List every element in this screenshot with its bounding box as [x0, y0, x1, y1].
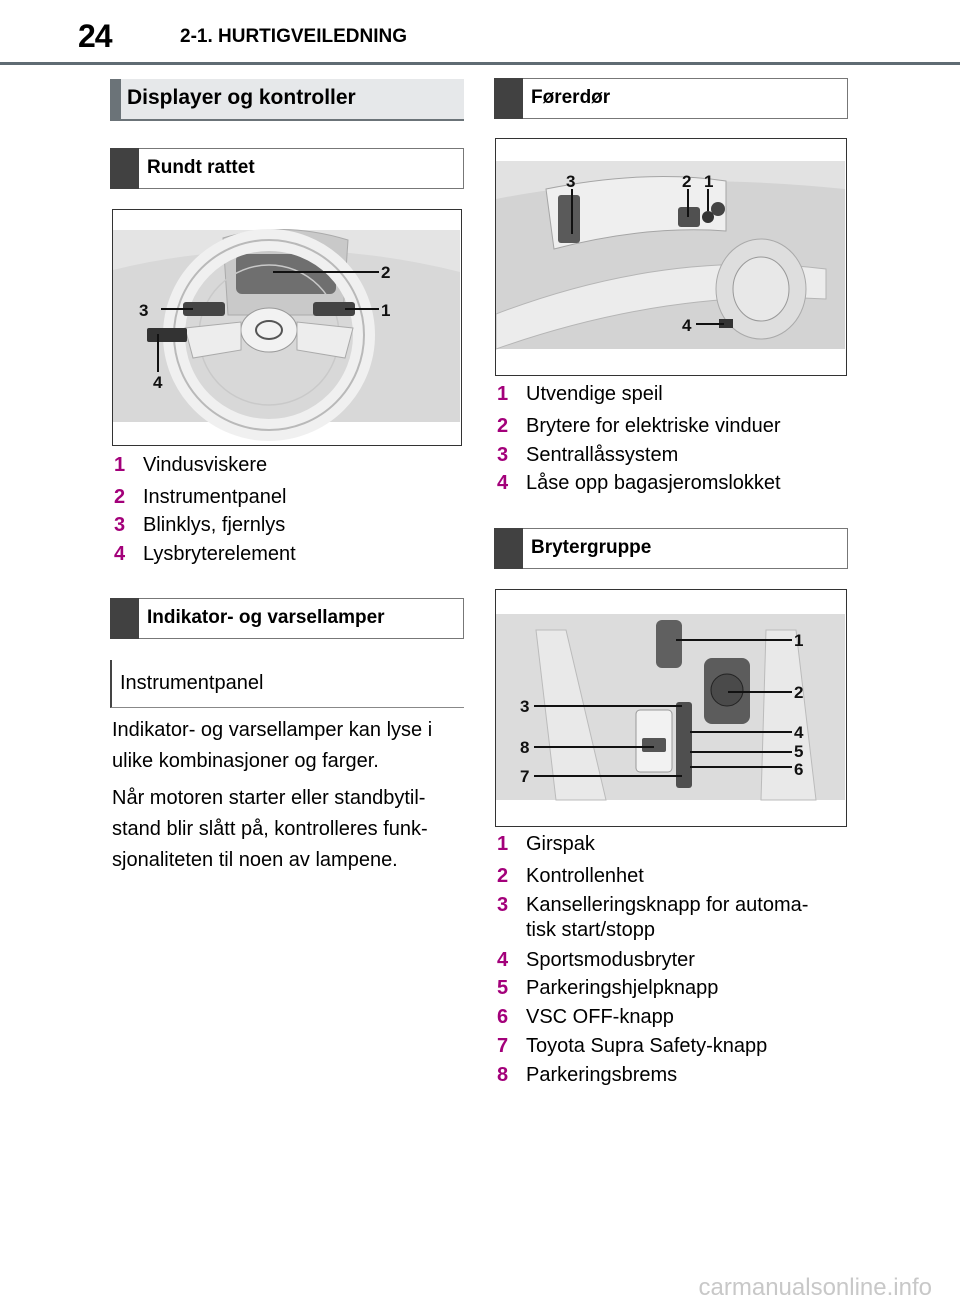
subsection-bar [110, 148, 139, 189]
section-displays-controls [110, 79, 464, 121]
callout-3: 3 [520, 697, 530, 716]
callout-1: 1 [704, 172, 714, 191]
subsection-bar [494, 78, 523, 119]
callout-2: 2 [794, 683, 804, 702]
header-divider [0, 62, 960, 65]
section-title: Displayer og kontroller [127, 86, 356, 109]
section-bar [110, 79, 121, 119]
steering-wheel-illustration [113, 210, 460, 444]
callout-5: 5 [794, 742, 804, 761]
callout-2: 2 [682, 172, 692, 191]
callout-2: 2 [381, 263, 391, 282]
subsection-switch-group [494, 528, 848, 569]
chapter-title: 2-1. HURTIGVEILEDNING [180, 26, 407, 47]
callout-4: 4 [153, 373, 163, 392]
subsection-bar [494, 528, 523, 569]
page-number: 24 [78, 18, 112, 54]
subsection-title: Førerdør [531, 87, 611, 108]
subsection-steering [110, 148, 464, 189]
subsection-indicators [110, 598, 464, 639]
subsection-title: Indikator- og varsellamper [147, 607, 385, 628]
subheading-instrument-panel: Instrumentpanel [110, 660, 464, 708]
subsection-title: Rundt rattet [147, 157, 255, 178]
driver-door-figure [495, 138, 847, 376]
switch-group-illustration [496, 590, 845, 825]
callout-6: 6 [794, 760, 804, 779]
switch-group-figure [495, 589, 847, 827]
callout-3: 3 [566, 172, 576, 191]
watermark: carmanualsonline.info [698, 1274, 932, 1301]
subsection-title: Brytergruppe [531, 537, 652, 558]
callout-1: 1 [794, 631, 804, 650]
callout-7: 7 [520, 767, 530, 786]
steering-wheel-figure [112, 209, 462, 446]
paragraph: Indikator- og varsellamper kan lyse i ulike kombinasjoner og farger. [112, 719, 433, 772]
callout-3: 3 [139, 301, 149, 320]
callout-4: 4 [682, 316, 692, 335]
paragraph: Når motoren starter eller standbytil-stand blir slått på, kontrolleres funk-sjonaliteten til noen av lampene. [112, 787, 428, 871]
callout-1: 1 [381, 301, 391, 320]
subsection-bar [110, 598, 139, 639]
driver-door-illustration [496, 139, 845, 374]
callout-8: 8 [520, 738, 530, 757]
subsection-driver-door [494, 78, 848, 119]
callout-4: 4 [794, 723, 804, 742]
